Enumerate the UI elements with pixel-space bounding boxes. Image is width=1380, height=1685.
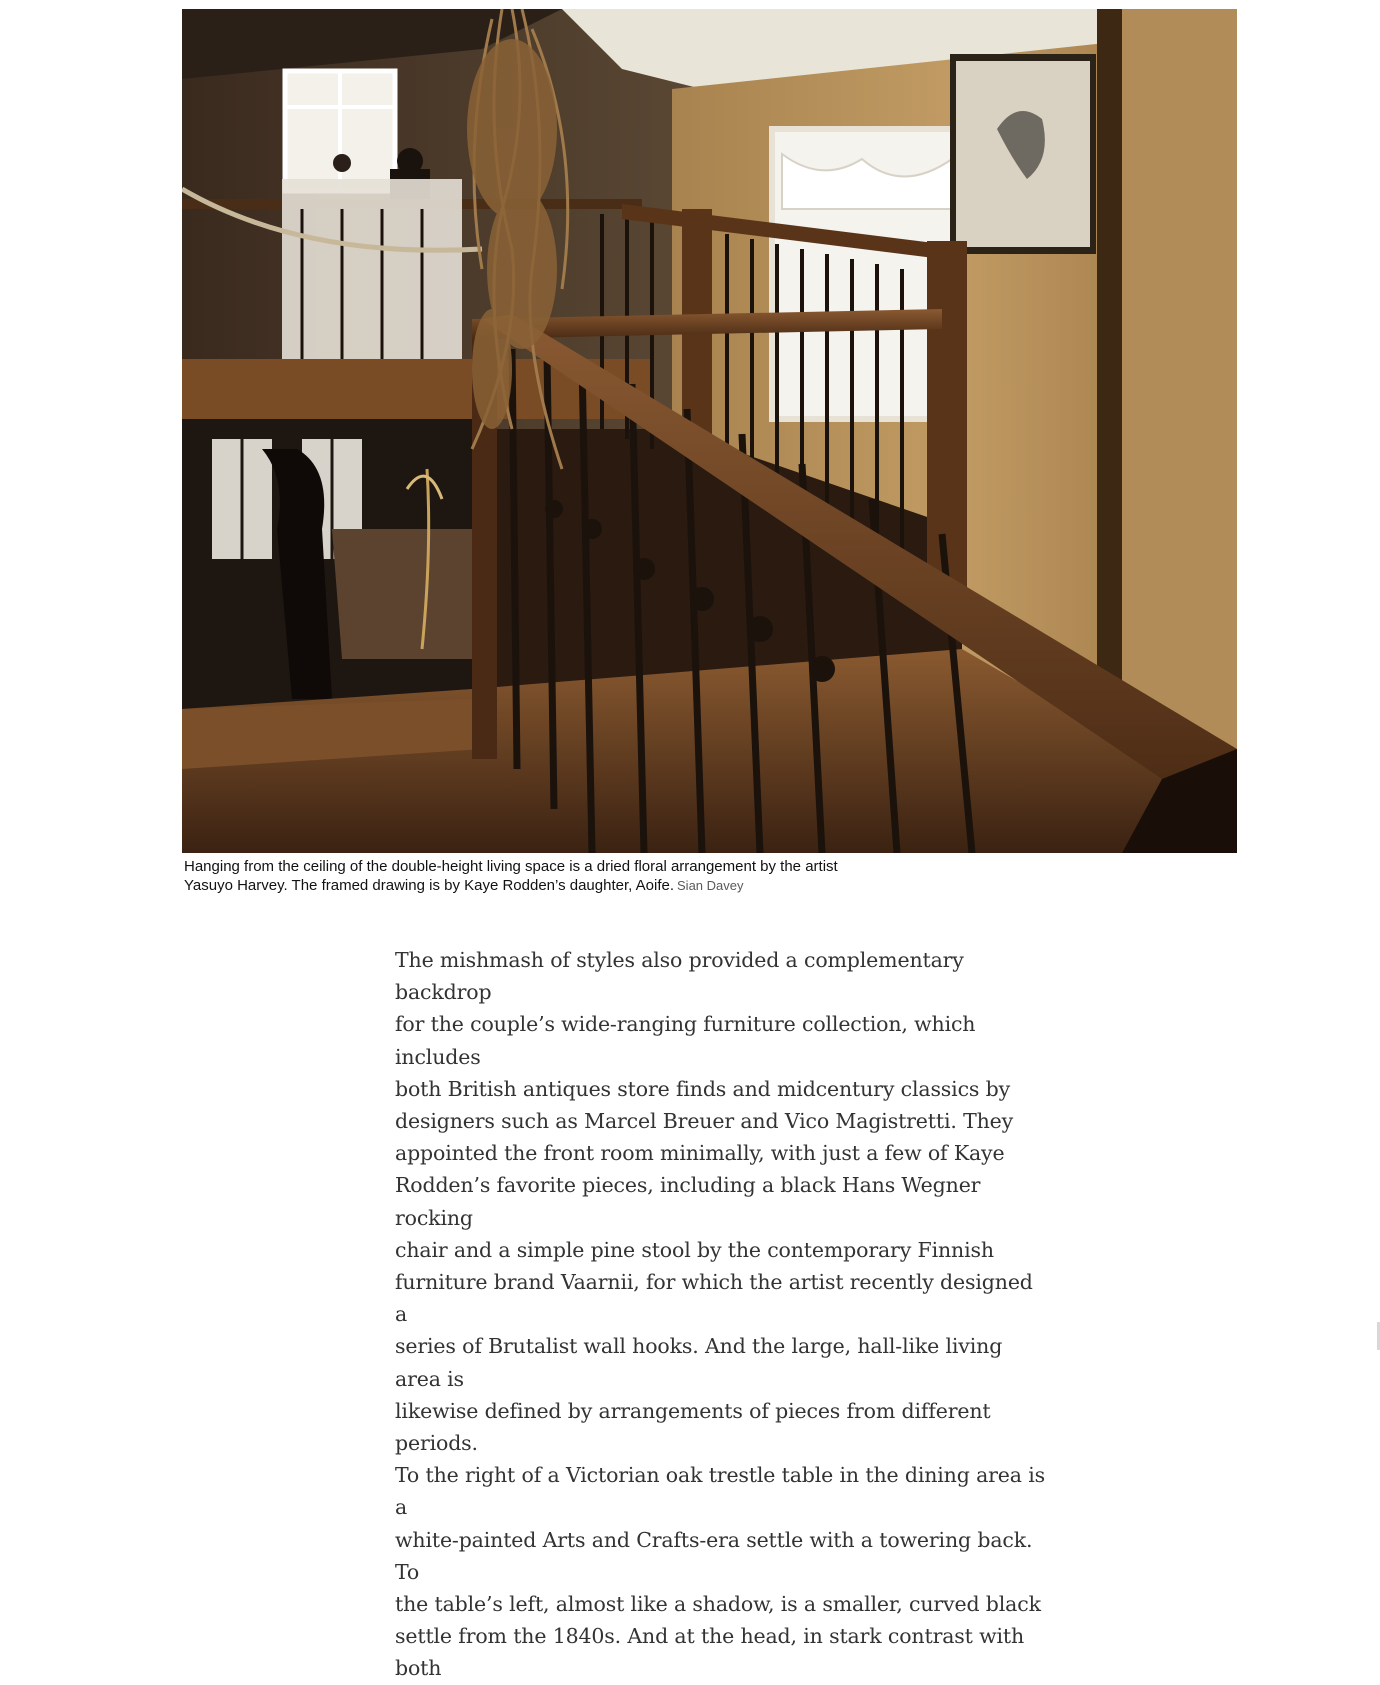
figure-caption (184, 857, 924, 895)
photo-credit: Sian Davey (677, 878, 744, 893)
caption-text: Hanging from the ceiling of the double-height living space is a dried floral arrangement by the artist Yasuyo Harvey. The framed drawing is by Kaye Rodden’s daughter, Aoife. (184, 858, 838, 894)
photo-illustration (182, 9, 1237, 853)
stairwell-railing-photo (182, 9, 1237, 853)
article-paragraph: The mishmash of styles also provided a complementary backdrop for the couple’s wide-ranging furniture collection, which includes both British antiques store finds and midcentury classics by designers such as Marcel Breuer and Vico Magistretti. They appointed the front room minimally, with just a few of Kaye Rodden’s favorite pieces, including a black Hans Wegner rocking chair and a simple pine stool by the contemporary Finnish furniture brand Vaarnii, for which the artist recently designed a series of Brutalist wall hooks. And the large, hall-like living area is likewise defined by arrangements of pieces from different periods. To the right of a Victorian oak trestle table in the dining area is a white-painted Arts and Crafts-era settle with a towering back. To the table’s left, almost like a shadow, is a smaller, curved black settle from the 1840s. And at the head, in stark contrast with both (395, 948, 1045, 1681)
